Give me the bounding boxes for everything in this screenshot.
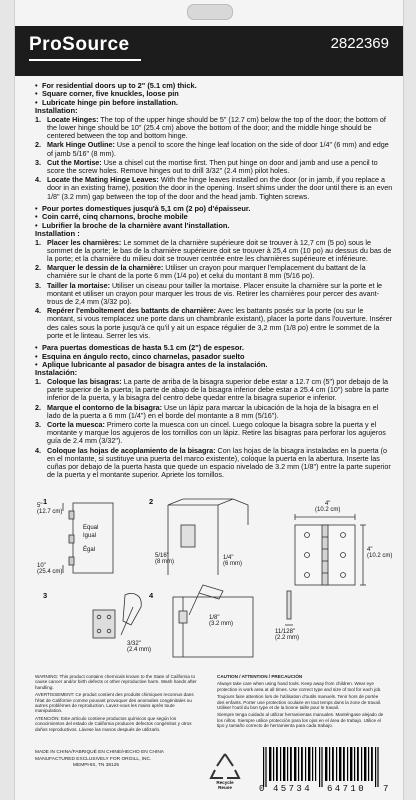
footer: MADE IN CHINA/FABRIQUÉ EN CHINE/HECHO EN CHINA MANUFACTURED EXCLUSIVELY FOR ORGILL, INC. MEMPHIS, TN 38125 Recycle Reuse 0 45734 64710 7 bbox=[35, 742, 387, 798]
instructions-text bbox=[35, 82, 393, 483]
step-item: 4. Coloque las hojas de acoplamiento de la bisagra: Con las hojas de la bisagra instaladas en la puerta (o en el montante, si sustituye una puerta del marco existente), coloque la puerta en la abertura. Inserte las cuñas por debajo de la puerta hasta que quede un espacio nivelado de 3.2 mm (1/8") entre la parte superior de la puerta y el montante superior. Apriete los tornillos. bbox=[35, 445, 391, 480]
hinge-bottom bbox=[69, 557, 74, 565]
french-steps bbox=[35, 239, 393, 340]
warning-fr: AVERTISSEMENT: Ce produit contient des produits chimiques reconnus dans l'état de Californie comme pouvant provoquer des anomalies congénitales ou autres problèmes de reproduction. Lavez-vous les mains après toute manipulation. bbox=[35, 692, 194, 714]
bullet: • Esquina en ángulo recto, cinco charnelas, pasador suelto bbox=[35, 353, 393, 361]
hinge-middle bbox=[69, 535, 74, 543]
prop65-warnings bbox=[35, 674, 203, 734]
caution-en: Always take care when using hand tools. Keep away from children. Wear eye protection in work area at all times. Use correct type and size of tool for each job. bbox=[217, 681, 382, 692]
label-gap: 1/8" (3.2 mm) bbox=[209, 615, 233, 627]
label-drill: 3/32" (2.4 mm) bbox=[127, 641, 151, 653]
label-top-gap: 5" (12.7 cm) bbox=[37, 503, 63, 515]
sku-number: 2822369 bbox=[330, 35, 389, 52]
bullet: • Square corner, five knuckles, loose pin bbox=[35, 90, 393, 98]
spanish-steps bbox=[35, 378, 393, 479]
step-item: 4. Repérer l'emboîtement des battants de charnière: Avec les battants posés sur la porte (ou sur le montant, si vous remplacez une porte dans un chambranle existant), placer la porte dans l'ouverture. Insérer des cales sous la porte jusqu'à ce qu'il y ait un espace régulier de 3,2 mm (1/8 po) entre le sommet de la porte et le linteau. Serrer les vis. bbox=[35, 306, 392, 340]
step-item: 2. Marquer le dessin de la charnière: Utiliser un crayon pour marquer l'emplacement du battant de la charnière sur le chant de la porte 6 mm (1/4 po) et celui du montant 8 mm (5/16 po). bbox=[35, 263, 366, 281]
bullet: • Lubricate hinge pin before installation. bbox=[35, 99, 393, 107]
english-steps bbox=[35, 116, 393, 201]
warnings bbox=[35, 674, 387, 736]
bullet: • Lubrifier la broche de la charnière avant l'installation. bbox=[35, 222, 393, 230]
spanish-bullets bbox=[35, 344, 393, 369]
warning-es: ATENCIÓN: Este artículo contiene productos químicos que según los conocimientos del estado de California producen defectos congénitos y otros daños reproductivos. Lávese las manos después de utilizarlo. bbox=[35, 715, 192, 732]
caution-fr: Toujours faire attention lors de l'utilisation d'outils manuels. Tenir hors de portée des enfants. Porter une protection oculaire en tout temps dans la zone de travail. Utiliser l'outil du bon type et de la bonne taille pour le travail. bbox=[217, 694, 382, 711]
diagram-drawings bbox=[33, 495, 385, 670]
installation-diagrams bbox=[33, 495, 393, 670]
brand-header bbox=[15, 26, 403, 76]
step-item: 2. Marque el contorno de la bisagra: Use un lápiz para marcar la ubicación de la hoja de la bisagra en el lado de la puerta a 6 mm (1/4") en el borde del montante a 8 mm (5/16"). bbox=[35, 402, 379, 420]
hinge-top bbox=[69, 511, 74, 519]
spanish-section bbox=[35, 344, 393, 479]
label-leaf-edge: 1/4" (6 mm) bbox=[223, 555, 242, 567]
step-item: 1. Locate Hinges: The top of the upper hinge should be 5" (12.7 cm) below the top of the door; the bottom of the lower hinge should be 10" (25.4 cm) above the bottom of the door; and the middle hinge should be centered between the top and bottom hinge. bbox=[35, 114, 386, 141]
bullet: • Coin carré, cinq charnons, broche mobile bbox=[35, 213, 393, 221]
english-bullets bbox=[35, 82, 393, 107]
warning-en: WARNING: This product contains chemicals known to the State of California to cause cancer and/or birth defects or other reproductive harm. Wash hands after handling. bbox=[35, 674, 197, 690]
french-bullets bbox=[35, 205, 393, 230]
section-title: Installation: bbox=[35, 106, 78, 116]
bullet: • Aplique lubricante al pasador de bisagra antes de la instalación. bbox=[35, 361, 393, 369]
bullet: • Para puertas domesticas de hasta 5.1 cm (2") de espesor. bbox=[35, 344, 393, 352]
step-item: 1. Coloque las bisagras: La parte de arriba de la bisagra superior debe estar a 12.7 cm (5") por debajo de la parte superior de la puerta; la parte de abajo de la bisagra inferior debe estar a 25.4 cm (10") sobre la parte inferior de la puerta, y la bisagra del centro debe quedar entre la bisagra superior e inferior. bbox=[35, 376, 389, 403]
label-equal-fr: Égal bbox=[83, 547, 96, 553]
bullet: • For residential doors up to 2" (5.1 cm) thick. bbox=[35, 82, 393, 90]
label-width: 4" (10.2 cm) bbox=[315, 501, 341, 513]
section-title: Installation : bbox=[35, 229, 80, 239]
step-item: 3. Tailler la mortaise: Utiliser un ciseau pour tailler la mortaise. Placer ensuite la charnière sur la porte et le montant et utiliser un crayon pour marquer les trous de vis. Retirer les charnières pour percer des avant-trous de 2,4 mm (3/32 po). bbox=[35, 280, 383, 307]
caution-title: CAUTION / ATTENTION / PRECAUCIÓN bbox=[217, 674, 303, 679]
step-item: 2. Mark Hinge Outline: Use a pencil to score the hinge leaf location on the side of door 1/4" (6 mm) and edge of jamb 5/16" (8 mm). bbox=[35, 140, 389, 158]
logo-underline bbox=[29, 59, 141, 61]
label-equal-es: Igual bbox=[83, 533, 97, 539]
section-title: Instalación: bbox=[35, 368, 78, 378]
hang-hole bbox=[187, 4, 233, 20]
label-bottom-gap: 10" (25.4 cm) bbox=[37, 563, 63, 575]
recycle-label: Recycle Reuse bbox=[216, 780, 234, 790]
step-item: 3. Cut the Mortise: Use a chisel cut the mortise first. Then put hinge on door and jamb and use a pencil to score the screw holes. Remove hinges out to drill 3/32" (2.4 mm) pilot holes. bbox=[35, 157, 378, 176]
diagram-number-2: 2 bbox=[149, 497, 154, 506]
package-card bbox=[14, 0, 404, 800]
label-corner: 11/128" (2.2 mm) bbox=[275, 629, 299, 641]
step-item: 3. Corte la muesca: Primero corte la muesca con un cincel. Luego coloque la bisagra sobre la puerta y el montante y marque los agujeros de los tornillos con un lápiz. Retire las bisagras para perforar los agujeros guía de 2.4 mm (3/32"). bbox=[35, 419, 386, 446]
label-door-edge: 5/16" (8 mm) bbox=[155, 553, 174, 565]
label-equal-en: Equal bbox=[83, 525, 99, 531]
brand-logo: ProSource bbox=[29, 34, 130, 55]
french-section bbox=[35, 205, 393, 340]
manufacturer-info: MADE IN CHINA/FABRIQUÉ EN CHINE/HECHO EN CHINA MANUFACTURED EXCLUSIVELY FOR ORGILL, INC. MEMPHIS, TN 38125 bbox=[35, 750, 164, 769]
diagram-number-3: 3 bbox=[43, 591, 48, 600]
bullet: • Pour portes domestiques jusqu'à 5,1 cm (2 po) d'épaisseur. bbox=[35, 205, 393, 213]
english-section bbox=[35, 82, 393, 201]
caution-notes bbox=[217, 674, 385, 731]
diagram-number-4: 4 bbox=[149, 591, 154, 600]
diagram-number-1: 1 bbox=[43, 497, 48, 506]
step-item: 1. Placer les charnières: Le sommet de la charnière supérieure doit se trouver à 12,7 cm (5 po) sous le sommet de la porte; le bas de la charnière supérieure doit se trouver à 25,4 cm (10 po) au dessus du bas de la porte; et la charnière du milieu doit se trouver centrée entre les charnières supérieure et inférieure. bbox=[35, 237, 392, 264]
caution-es: Siempre tenga cuidado al utilizar herramientas manuales. Manténgase alejado de los niños. Siempre utilice protección para los ojos en el área de trabajo. Utilice el tipo y tamaño correcto de herramienta para cada trabajo. bbox=[217, 712, 384, 729]
label-height: 4" (10.2 cm) bbox=[367, 547, 393, 559]
step-item: 4. Locate the Mating Hinge Leaves: With the hinge leaves installed on the door (or in jamb, if you replace a door in an existing frame), position the door in the opening. Insert shims under the door until there is an even 1/8" (3.2 mm) gap between the top of the door and the head jamb. Tighten screws. bbox=[35, 175, 393, 201]
